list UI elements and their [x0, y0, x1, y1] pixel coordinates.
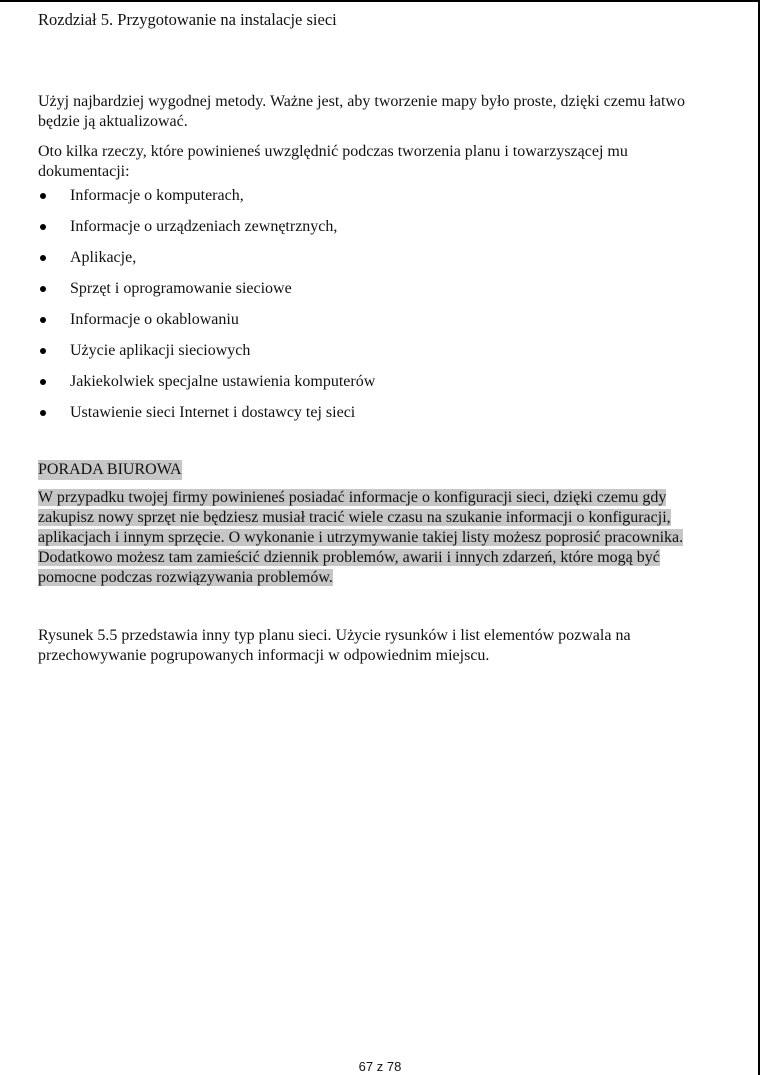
- list-item-text: Ustawienie sieci Internet i dostawcy tej sieci: [70, 404, 356, 421]
- list-item: [38, 341, 722, 372]
- list-item: [38, 186, 722, 217]
- list-item: [38, 248, 722, 279]
- bullet-icon: [40, 286, 46, 292]
- list-item-text: Informacje o okablowaniu: [70, 311, 239, 328]
- paragraph-checklist-intro: Oto kilka rzeczy, które powinieneś uwzględnić podczas tworzenia planu i towarzyszącej mu dokumentacji:: [38, 143, 628, 180]
- list-item-text: Informacje o komputerach,: [70, 187, 244, 204]
- list-item: [38, 310, 722, 341]
- list-item: [38, 279, 722, 310]
- bullet-icon: [40, 224, 46, 230]
- office-tip-box: [38, 488, 722, 588]
- list-item-text: Informacje o urządzeniach zewnętrznych,: [70, 218, 338, 235]
- office-tip-title: PORADA BIUROWA: [38, 461, 182, 478]
- list-item: [38, 403, 722, 434]
- bullet-icon: [40, 410, 46, 416]
- list-item-text: Jakiekolwiek specjalne ustawienia komputerów: [70, 373, 376, 390]
- bullet-icon: [40, 193, 46, 199]
- list-item-text: Aplikacje,: [70, 249, 137, 266]
- documentation-checklist: [38, 186, 722, 434]
- bullet-icon: [40, 255, 46, 261]
- page-content: [38, 92, 722, 666]
- list-item: [38, 372, 722, 403]
- list-item-text: Sprzęt i oprogramowanie sieciowe: [70, 280, 292, 297]
- list-item-text: Użycie aplikacji sieciowych: [70, 342, 251, 359]
- office-tip-text: W przypadku twojej firmy powinieneś posiadać informacje o konfiguracji sieci, dzięki czemu gdy zakupisz nowy sprzęt nie będziesz musiał tracić wiele czasu na szukanie informacji o konfiguracji, aplikacjach i innym sprzęcie. O wykonanie i utrzymywanie takiej listy możesz poprosić pracownika. Dodatkowo możesz tam zamieścić dziennik problemów, awarii i innych zdarzeń, które mogą być pomocne podczas rozwiązywania problemów.: [38, 489, 684, 586]
- list-item: [38, 217, 722, 248]
- paragraph-figure-reference: Rysunek 5.5 przedstawia inny typ planu sieci. Użycie rysunków i list elementów pozwala na przechowywanie pogrupowanych informacji w odpowiednim miejscu.: [38, 627, 631, 664]
- page-number: 67 z 78: [358, 1059, 402, 1074]
- chapter-header: Rozdział 5. Przygotowanie na instalacje sieci: [38, 10, 337, 29]
- bullet-icon: [40, 379, 46, 385]
- paragraph-intro: Użyj najbardziej wygodnej metody. Ważne jest, aby tworzenie mapy było proste, dzięki czemu łatwo będzie ją aktualizować.: [38, 93, 685, 130]
- bullet-icon: [40, 317, 46, 323]
- bullet-icon: [40, 348, 46, 354]
